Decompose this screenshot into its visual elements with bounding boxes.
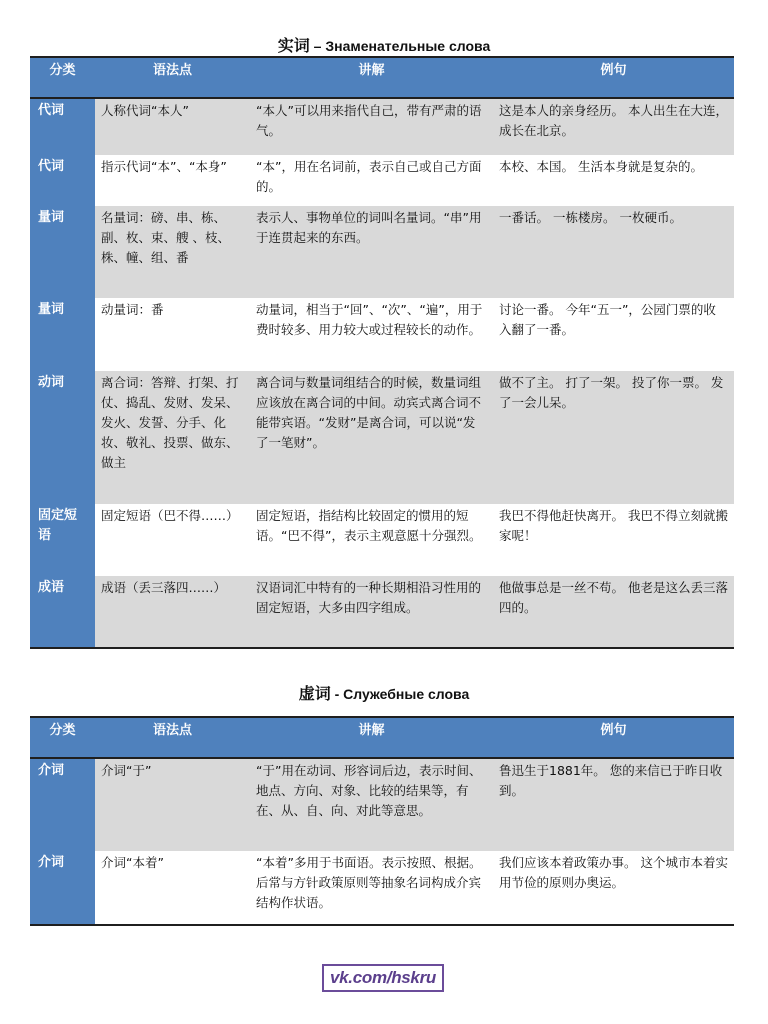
vk-link[interactable]: vk.com/hskru bbox=[322, 964, 444, 992]
table-row bbox=[30, 758, 734, 851]
table-row bbox=[30, 851, 734, 925]
row-example: 一番话。 一栋楼房。 一枚硬币。 bbox=[493, 206, 734, 298]
row-explanation: “本人”可以用来指代自己，带有严肃的语气。 bbox=[250, 98, 493, 155]
section-title-notional-words bbox=[0, 33, 768, 56]
row-grammar-point: 介词“本着” bbox=[95, 851, 250, 925]
table-row bbox=[30, 206, 734, 298]
row-grammar-point: 人称代词“本人” bbox=[95, 98, 250, 155]
row-category: 介词 bbox=[30, 851, 95, 925]
table-row bbox=[30, 576, 734, 648]
row-explanation: 固定短语，指结构比较固定的惯用的短语。“巴不得”，表示主观意愿十分强烈。 bbox=[250, 504, 493, 576]
section-title-ru: – Знаменательные слова bbox=[309, 38, 491, 54]
header-category: 分类 bbox=[30, 717, 95, 758]
row-explanation: “于”用在动词、形容词后边，表示时间、地点、方向、对象、比较的结果等，有在、从、自、向、对此等意思。 bbox=[250, 758, 493, 851]
row-category: 量词 bbox=[30, 206, 95, 298]
row-explanation: “本着”多用于书面语。表示按照、根据。后常与方针政策原则等抽象名词构成介宾结构作状语。 bbox=[250, 851, 493, 925]
row-grammar-point: 指示代词“本”、“本身” bbox=[95, 155, 250, 206]
row-example: 他做事总是一丝不苟。 他老是这么丢三落四的。 bbox=[493, 576, 734, 648]
row-explanation: 表示人、事物单位的词叫名量词。“串”用于连贯起来的东西。 bbox=[250, 206, 493, 298]
section-title-ru: - Служебные слова bbox=[330, 686, 470, 702]
section-title-function-words bbox=[0, 681, 768, 704]
header-explanation: 讲解 bbox=[250, 57, 493, 98]
row-grammar-point: 成语（丢三落四……） bbox=[95, 576, 250, 648]
row-category: 代词 bbox=[30, 155, 95, 206]
row-grammar-point: 离合词：答辩、打架、打仗、捣乱、发财、发呆、发火、发誓、分手、化妆、敬礼、投票、做东、做主 bbox=[95, 371, 250, 504]
row-example: 讨论一番。 今年“五一”，公园门票的收入翻了一番。 bbox=[493, 298, 734, 371]
table-header-row bbox=[30, 57, 734, 98]
table-row bbox=[30, 155, 734, 206]
table-header-row bbox=[30, 717, 734, 758]
row-grammar-point: 固定短语（巴不得……） bbox=[95, 504, 250, 576]
header-category: 分类 bbox=[30, 57, 95, 98]
row-example: 做不了主。 打了一架。 投了你一票。 发了一会儿呆。 bbox=[493, 371, 734, 504]
header-grammar-point: 语法点 bbox=[95, 57, 250, 98]
row-grammar-point: 动量词：番 bbox=[95, 298, 250, 371]
row-explanation: 离合词与数量词组结合的时候，数量词组应该放在离合词的中间。动宾式离合词不能带宾语。“发财”是离合词，可以说“发了一笔财”。 bbox=[250, 371, 493, 504]
row-category: 量词 bbox=[30, 298, 95, 371]
section-title-zh: 实词 bbox=[277, 36, 310, 55]
row-category: 成语 bbox=[30, 576, 95, 648]
table-row bbox=[30, 504, 734, 576]
row-example: 鲁迅生于1881年。 您的来信已于昨日收到。 bbox=[493, 758, 734, 851]
header-explanation: 讲解 bbox=[250, 717, 493, 758]
row-category: 固定短语 bbox=[30, 504, 95, 576]
header-example: 例句 bbox=[493, 717, 734, 758]
row-category: 动词 bbox=[30, 371, 95, 504]
section-title-zh: 虚词 bbox=[298, 684, 331, 703]
row-grammar-point: 名量词：磅、串、栋、副、枚、束、艘 、枝、株、幢、组、番 bbox=[95, 206, 250, 298]
table-row bbox=[30, 371, 734, 504]
row-explanation: 动量词，相当于“回”、“次”、“遍”，用于费时较多、用力较大或过程较长的动作。 bbox=[250, 298, 493, 371]
header-grammar-point: 语法点 bbox=[95, 717, 250, 758]
notional-words-table bbox=[30, 56, 734, 649]
row-explanation: 汉语词汇中特有的一种长期相沿习性用的固定短语，大多由四字组成。 bbox=[250, 576, 493, 648]
row-category: 介词 bbox=[30, 758, 95, 851]
header-example: 例句 bbox=[493, 57, 734, 98]
row-grammar-point: 介词“于” bbox=[95, 758, 250, 851]
row-example: 我们应该本着政策办事。 这个城市本着实用节俭的原则办奥运。 bbox=[493, 851, 734, 925]
function-words-table bbox=[30, 716, 734, 926]
row-example: 我巴不得他赶快离开。 我巴不得立刻就搬家呢！ bbox=[493, 504, 734, 576]
table-row bbox=[30, 98, 734, 155]
row-category: 代词 bbox=[30, 98, 95, 155]
table-row bbox=[30, 298, 734, 371]
row-example: 这是本人的亲身经历。 本人出生在大连，成长在北京。 bbox=[493, 98, 734, 155]
row-example: 本校、本国。 生活本身就是复杂的。 bbox=[493, 155, 734, 206]
row-explanation: “本”，用在名词前，表示自己或自己方面的。 bbox=[250, 155, 493, 206]
